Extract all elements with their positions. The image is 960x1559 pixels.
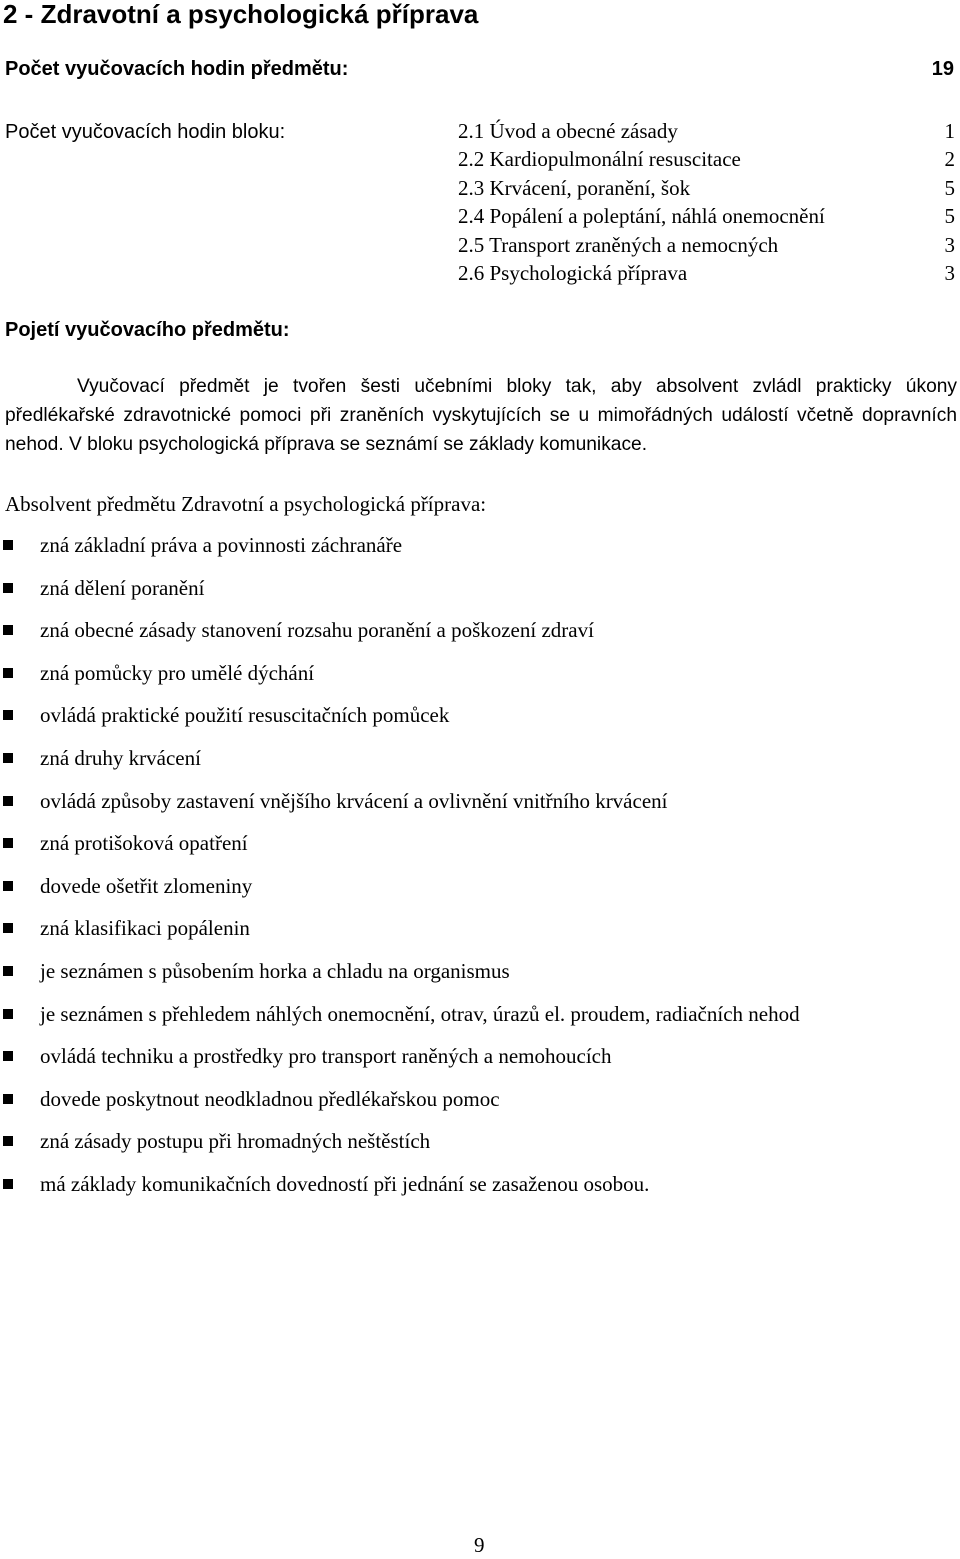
block-row [458,117,955,145]
square-bullet-icon [3,881,13,891]
block-hours: 2 [944,147,955,172]
square-bullet-icon [3,1009,13,1019]
list-item [0,914,800,957]
square-bullet-icon [3,796,13,806]
outcome-text: zná obecné zásady stanovení rozsahu poranění a poškození zdraví [40,618,594,643]
page-number: 9 [474,1533,485,1557]
list-item [0,1000,800,1043]
outcome-text: zná základní práva a povinnosti záchranáře [40,533,403,557]
outcome-text: zná pomůcky pro umělé dýchání [40,660,315,685]
outcome-text: zná dělení poranění [40,575,205,600]
block-name: 2.5 Transport zraněných a nemocných [458,232,779,257]
block-row [458,259,955,287]
list-item [0,659,800,702]
square-bullet-icon [3,1179,13,1189]
outcome-text: ovládá techniku a prostředky pro transport raněných a nemohoucích [40,1044,612,1069]
block-row [458,231,955,259]
square-bullet-icon [3,923,13,933]
block-hours: 1 [944,119,955,143]
square-bullet-icon [3,668,13,678]
square-bullet-icon [3,1136,13,1146]
outcome-text: má základy komunikačních dovedností při jednání se zasaženou osobou. [40,1171,650,1196]
block-hours-label: Počet vyučovacích hodin bloku: [5,121,286,143]
square-bullet-icon [3,838,13,848]
outcome-text: dovede ošetřit zlomeniny [40,873,253,898]
square-bullet-icon [3,753,13,763]
list-item [0,1170,800,1213]
list-item [0,701,800,744]
list-item [0,1085,800,1128]
outcome-text: zná protišoková opatření [40,831,248,856]
subject-hours-label: Počet vyučovacích hodin předmětu: [5,58,349,80]
outcomes-list [0,531,800,1213]
list-item [0,872,800,915]
block-name: 2.1 Úvod a obecné zásady [458,119,678,143]
square-bullet-icon [3,966,13,976]
block-name: 2.6 Psychologická příprava [458,261,688,286]
outcome-text: je seznámen s přehledem náhlých onemocnění, otrav, úrazů el. proudem, radiačních nehod [40,1001,800,1026]
block-row [458,174,955,202]
list-item [0,787,800,830]
subject-hours-value: 19 [931,58,954,80]
outcome-text: ovládá způsoby zastavení vnějšího krvácení a ovlivnění vnitřního krvácení [40,788,668,813]
list-item [0,744,800,787]
square-bullet-icon [3,583,13,593]
outcome-text: zná druhy krvácení [40,745,201,770]
list-item [0,829,800,872]
outcome-text: je seznámen s působením horka a chladu na organismus [40,958,510,983]
square-bullet-icon [3,1051,13,1061]
block-row [458,202,955,230]
block-row [458,145,955,173]
list-item [0,616,800,659]
outcome-text: zná klasifikaci popálenin [40,916,250,941]
block-name: 2.3 Krvácení, poranění, šok [458,175,691,200]
block-name: 2.2 Kardiopulmonální resuscitace [458,147,741,172]
list-item [0,531,800,574]
block-name: 2.4 Popálení a poleptání, náhlá onemocnění [458,204,825,229]
square-bullet-icon [3,625,13,635]
document-title: 2 - Zdravotní a psychologická příprava [3,0,479,29]
outcome-text: ovládá praktické použití resuscitačních pomůcek [40,703,450,728]
block-hours: 3 [944,261,955,286]
block-hours: 5 [944,175,955,200]
outcome-text: dovede poskytnout neodkladnou předlékařskou pomoc [40,1086,500,1111]
list-item [0,1127,800,1170]
list-item [0,1042,800,1085]
block-list [458,117,955,287]
concept-heading: Pojetí vyučovacího předmětu: [5,319,290,341]
block-hours: 3 [944,232,955,257]
square-bullet-icon [3,540,13,550]
block-hours: 5 [944,204,955,229]
square-bullet-icon [3,1094,13,1104]
outcome-text: zná zásady postupu při hromadných neštěstích [40,1129,431,1154]
concept-paragraph: Vyučovací předmět je tvořen šesti učebními bloky tak, aby absolvent zvládl prakticky úkony předlékařské zdravotnické pomoci při zraněních vyskytujících se u mimořádných událostí včetně dopravních nehod. V bloku psychologická příprava se seznámí se základy komunikace. [5,376,957,455]
list-item [0,957,800,1000]
square-bullet-icon [3,710,13,720]
list-item [0,574,800,617]
outcomes-heading: Absolvent předmětu Zdravotní a psychologická příprava: [5,492,487,516]
